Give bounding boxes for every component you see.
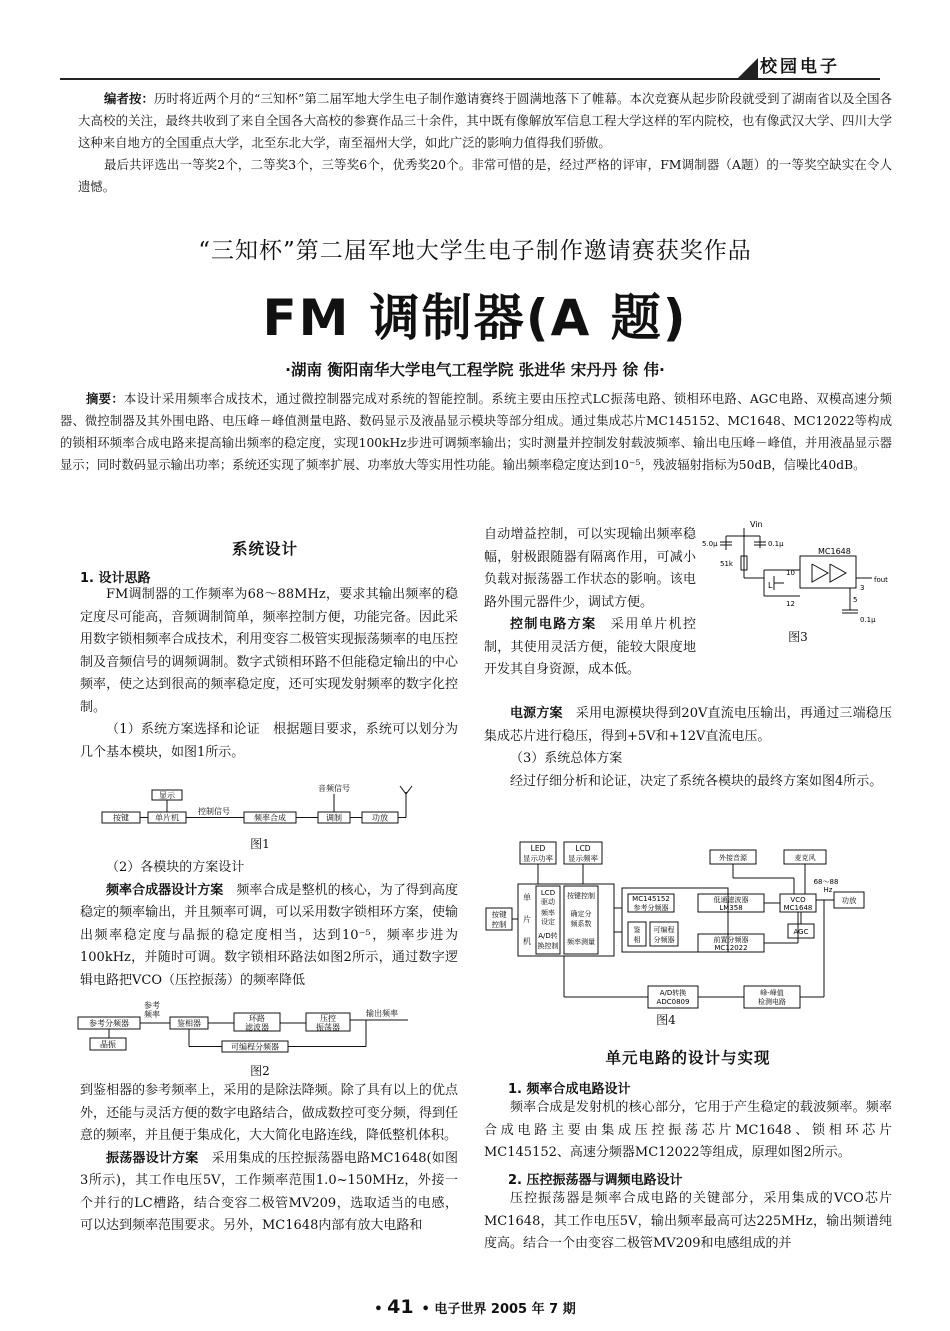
- right-p6: 频率合成是发射机的核心部分，它用于产生稳定的载波频率。频率合成电路主要由集成压控振荡芯片MC1648、锁相环芯片MC145152、高速分频器MC12022等组成，原理如图2所示。: [484, 1100, 892, 1160]
- figure-3: [700, 518, 888, 630]
- fig1-amp: 功放: [372, 813, 388, 823]
- fig1-caption: 图1: [250, 837, 270, 851]
- fig2-caption: 图2: [250, 1064, 270, 1078]
- right-p3: 采用电源模块得到20V直流电压输出，再通过三端稳压集成芯片进行稳压，得到+5V和+12V直流电压。: [484, 706, 892, 744]
- right-p4: （3）系统总体方案: [510, 751, 623, 766]
- fig3-c3: 0.1μ: [860, 616, 876, 624]
- fig4-lcd-2: 显示频率: [568, 854, 598, 863]
- fig3-caption: 图3: [788, 630, 808, 644]
- right-p5: 经过仔细分析和论证，决定了系统各模块的最终方案如图4所示。: [510, 773, 883, 789]
- left-p6: 采用集成的压控振荡器电路MC1648(如图3所示)，其工作电压5V，工作频率范围1.0~150MHz，外接一个并行的LC槽路，结合变容二极管MV209，选取适当的电感，可以达到频率范围要求。另外，MC1648内部有放大电路和: [80, 1150, 458, 1233]
- right-p3-lead: 电源方案: [510, 706, 563, 721]
- fig4-ext-audio: 外接音源: [719, 854, 747, 862]
- fig2-ref-freq-2: 频率: [144, 1010, 160, 1019]
- left-p4: 频率合成是整机的核心，为了得到高度稳定的频率输出，并且频率可调，可以采用数字锁相环方案，使输出频率稳定度与晶振的稳定度相当，达到10⁻⁵，频率步进为100kHz，并随时可调。数字锁相环路法如图2所示，通过数字逻辑电路把VCO（压控振荡）的频率降低: [80, 882, 458, 988]
- left-body-1: [80, 584, 458, 764]
- fig4-unit: Hz: [823, 886, 833, 894]
- right-p2-lead: 控制电路方案: [510, 617, 597, 632]
- fig4-mcu-1: 单: [523, 893, 531, 902]
- column-tag: 校园电子: [760, 57, 840, 77]
- fig4-key-ctrl: 按键控制: [567, 892, 595, 900]
- fig3-pin10: 10: [786, 569, 795, 577]
- left-body-2: [80, 857, 458, 992]
- editor-note-p2: 最后共评选出一等奖2个，二等奖3个，三等奖6个，优秀奖20个。非常可惜的是，经过严格的评审，FM调制器（A题）的一等奖空缺实在令人遗憾。: [78, 157, 892, 194]
- authors: ·湖南 衡阳南华大学电气工程学院 张进华 宋丹丹 徐 伟·: [285, 361, 665, 379]
- left-p4-lead: 频率合成器设计方案: [106, 882, 224, 898]
- fig3-chip: MC1648: [818, 547, 851, 556]
- page-number: 41: [387, 1296, 414, 1318]
- fig4-led-2: 显示功率: [523, 854, 553, 863]
- left-p3: （2）各模块的方案设计: [106, 860, 245, 875]
- fig4-lcd-drv-1: LCD: [540, 889, 556, 897]
- fig4-agc: AGC: [793, 928, 809, 936]
- fig4-band: 68～88: [813, 878, 839, 886]
- fig2-pd: 鉴相器: [177, 1019, 201, 1028]
- abstract-text: 本设计采用频率合成技术，通过微控制器完成对系统的智能控制。系统主要由压控式LC振荡电路、锁相环电路、AGC电路、双模高速分频器、微控制器及其外围电路、电压峰－峰值测量电路、数码显示及液晶显示模块等部分组成。通过集成芯片MC145152、MC1648、MC12022等构成的锁相环频率合成电路来提高输出频率的稳定度，实现100kHz步进可调频率输出；实时测量并控制发射载波频率、输出电压峰－峰值，并用液晶显示器显示；同时数码显示输出功率；系统还实现了频率扩展、功率放大等实用性功能。输出频率稳定度达到10⁻⁵，残波辐射指标为50dB，信噪比40dB。: [60, 392, 892, 472]
- fig3-pin3: 3: [860, 584, 865, 592]
- right-p1: 自动增益控制，可以实现输出频率稳幅，射极跟随器有隔离作用，可减小负载对振荡器工作状态的影响。该电路外围元器件少，调试方便。: [484, 527, 696, 610]
- fig3-vin: Vin: [750, 520, 763, 529]
- figure-2: [76, 1000, 461, 1060]
- fig4-lpf-2: LM358: [719, 904, 743, 912]
- fig4-mic: 麦克风: [794, 854, 816, 862]
- fig2-ref-div: 参考分频器: [89, 1019, 129, 1028]
- abstract-lead: 摘要：: [86, 392, 124, 406]
- fig4-peak-2: 检测电路: [758, 998, 786, 1006]
- fig4-freq-meas: 频率测量: [567, 938, 595, 946]
- pre-title: “三知杯”第二届军地大学生电子制作邀请赛获奖作品: [198, 238, 752, 264]
- figure-1: [100, 782, 440, 832]
- fig4-ad-1: A/D转: [538, 932, 558, 940]
- fig4-pll-2: 参考分频器: [633, 904, 669, 912]
- fig4-ad-2: 换控制: [537, 942, 559, 950]
- fig4-peak-1: 峰-峰值: [760, 989, 784, 997]
- fig1-display: 显示: [159, 791, 175, 800]
- header-rule: [60, 78, 880, 80]
- fig4-freq-set-1: 频率: [541, 909, 555, 917]
- header-slant-icon: [738, 58, 758, 78]
- journal-info: 电子世界 2005 年 7 期: [434, 1302, 576, 1317]
- footer-dot-left: •: [374, 1302, 383, 1317]
- editor-note-lead: 编者按：: [104, 91, 155, 106]
- right-body-1: [484, 524, 696, 682]
- fig3-fout: fout: [874, 576, 888, 584]
- subsection-design-idea: 1. 设计思路: [80, 571, 151, 586]
- fig4-div-1: 确定分: [570, 910, 592, 918]
- fig2-out: 输出频率: [366, 1009, 398, 1018]
- fig4-amp: 功放: [841, 896, 857, 905]
- fig1-mcu: 单片机: [155, 813, 179, 823]
- fig3-c1: 5.0μ: [702, 540, 718, 548]
- fig2-xtal: 晶振: [100, 1040, 116, 1049]
- fig2-prog-div: 可编程分频器: [231, 1042, 279, 1052]
- section-unit-circuits: 单元电路的设计与实现: [605, 1049, 771, 1067]
- fig4-div-2: 频系数: [570, 920, 592, 928]
- fig4-prog-2: 分频器: [653, 936, 675, 944]
- fig4-pd-1: 鉴: [633, 926, 641, 934]
- abstract: [60, 388, 892, 476]
- footer-dot-right: •: [421, 1302, 430, 1317]
- editor-note: [78, 88, 892, 198]
- fig3-label-l: L: [768, 581, 773, 590]
- editor-note-p1: 历时将近两个月的“三知杯”第二届军地大学生电子制作邀请赛终于圆满地落下了帷幕。本次竞赛从起步阶段就受到了湖南省以及全国各大高校的关注，最终共收到了来自全国各大高校的参赛作品三十余件，其中既有像解放军信息工程大学这样的军内院校，也有像武汉大学、四川大学这种来自地方的全国重点大学，北至东北大学，南至福州大学，如此广泛的影响力值得我们骄傲。: [78, 91, 892, 150]
- right-p7: 压控振荡器是频率合成电路的关键部分，采用集成的VCO芯片MC1648，其工作电压5V，输出频率最高可达225MHz，输出频谱纯度高。结合一个由变容二极管MV209和电感组成的并: [484, 1191, 892, 1251]
- right-body-2: [484, 703, 892, 793]
- right-body-4: [484, 1188, 892, 1256]
- fig3-pin5: 5: [853, 596, 858, 604]
- fig4-caption: 图4: [656, 1013, 676, 1027]
- fig4-lcd-drv-2: 驱动: [541, 898, 555, 906]
- right-body-3: [484, 1097, 892, 1165]
- fig1-ctrl: 控制信号: [198, 807, 230, 816]
- fig3-c2: 0.1μ: [768, 540, 784, 548]
- left-body-3: [80, 1080, 458, 1238]
- fig4-mcu-3: 机: [523, 937, 531, 946]
- left-p6-lead: 振荡器设计方案: [106, 1150, 199, 1166]
- subsection-vco: 2. 压控振荡器与调频电路设计: [508, 1173, 683, 1188]
- fig4-keys-1: 按键: [491, 910, 507, 919]
- fig3-r1: 51k: [720, 560, 733, 568]
- fig4-vco-2: MC1648: [783, 904, 813, 912]
- fig4-lpf-1: 低通滤波器: [713, 896, 749, 904]
- left-p2: （1）系统方案选择和论证 根据题目要求，系统可以划分为几个基本模块，如图1所示。: [80, 722, 458, 760]
- fig4-led-1: LED: [530, 844, 546, 853]
- subsection-freq-synth: 1. 频率合成电路设计: [508, 1082, 631, 1097]
- fig4-adc-2: ADC0809: [656, 998, 690, 1006]
- fig2-vco-1: 压控: [320, 1014, 336, 1023]
- fig4-mcu-2: 片: [523, 915, 531, 924]
- main-title: FM 调制器(A 题): [262, 289, 688, 347]
- left-p1: FM调制器的工作频率为68～88MHz，要求其输出频率的稳定度尽可能高，音频调制简单，频率控制方便，功能完备。因此采用数字锁相频率合成技术，利用变容二极管实现振荡频率的电压控制及音频信号的调频调制。数字式锁相环路不但能稳定输出的中心频率，使之达到很高的频率稳定度，还可实现发射频率的数字化控制。: [80, 587, 458, 715]
- fig1-mod: 调制: [326, 813, 342, 823]
- fig1-synth: 频率合成: [254, 813, 286, 823]
- fig4-lcd-1: LCD: [575, 844, 591, 853]
- fig3-pin12: 12: [786, 600, 795, 608]
- fig4-freq-set-2: 设定: [541, 918, 555, 926]
- fig4-prog-1: 可编程: [653, 926, 675, 934]
- page-footer: [0, 1296, 950, 1318]
- fig2-lpf-2: 滤波器: [245, 1023, 269, 1032]
- fig2-ref-freq-1: 参考: [144, 1001, 160, 1010]
- fig4-pd-2: 相: [633, 936, 641, 944]
- figure-4: [484, 838, 892, 1010]
- fig4-vco-1: VCO: [790, 896, 806, 904]
- right-p2: 采用单片机控制，其使用灵活方便，能较大限度地开发其自身资源，成本低。: [484, 617, 696, 677]
- fig1-keys: 按键: [113, 813, 129, 823]
- fig4-adc-1: A/D转换: [659, 989, 687, 997]
- fig2-vco-2: 振荡器: [316, 1023, 340, 1032]
- fig4-pre-2: MC12022: [714, 944, 748, 952]
- left-p5: 到鉴相器的参考频率上，采用的是除法降频。除了具有以上的优点外，还能与灵活方便的数字电路结合，做成数控可变分频，得到任意的频率，并且便于集成化，大大简化电路连线，降低整机体积。: [80, 1083, 458, 1143]
- fig4-keys-2: 控制: [491, 920, 507, 929]
- fig2-lpf-1: 环路: [249, 1014, 265, 1023]
- fig1-audio: 音频信号: [318, 784, 350, 793]
- fig4-pre-1: 前置分频器: [713, 936, 749, 944]
- fig4-pll-1: MC145152: [632, 895, 670, 903]
- section-system-design: 系统设计: [231, 540, 298, 558]
